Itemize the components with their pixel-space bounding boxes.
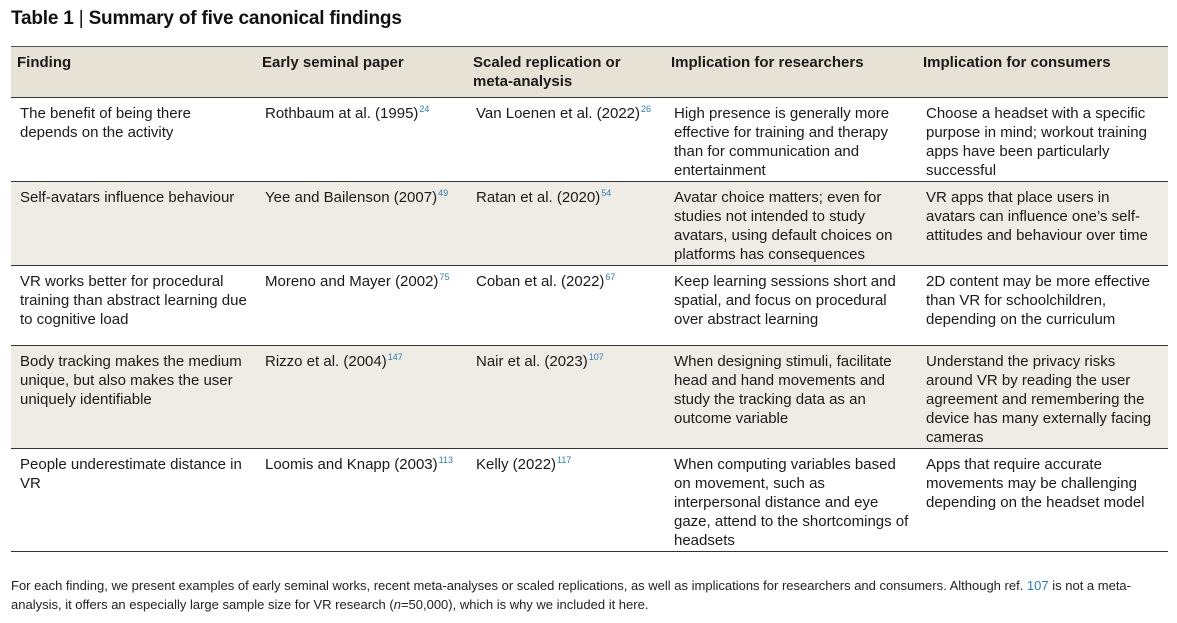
title-separator: | (73, 8, 89, 29)
table-row (11, 182, 1168, 266)
cell-seminal (256, 266, 467, 346)
cell-finding: Self-avatars influence behaviour (11, 182, 256, 266)
table-row (11, 449, 1168, 552)
cell-consumers: Understand the privacy risks around VR by reading the user agreement and remembering the device has many externally facing cameras (917, 346, 1168, 449)
cell-researchers: High presence is generally more effective for training and therapy than for communication and entertainment (665, 98, 917, 182)
replication-citation: Van Loenen et al. (2022) (476, 105, 641, 122)
reference-link[interactable]: 75 (439, 272, 450, 282)
replication-citation: Nair et al. (2023) (476, 353, 588, 370)
table-title (11, 8, 402, 30)
table-row (11, 346, 1168, 449)
header-researchers: Implication for researchers (665, 47, 917, 98)
seminal-citation: Moreno and Mayer (2002) (265, 273, 439, 290)
table-row (11, 98, 1168, 182)
cell-seminal (256, 346, 467, 449)
cell-finding: People underestimate distance in VR (11, 449, 256, 552)
seminal-citation: Rizzo et al. (2004) (265, 353, 387, 370)
replication-citation: Coban et al. (2022) (476, 273, 605, 290)
reference-link[interactable]: 49 (438, 188, 449, 198)
cell-researchers: Keep learning sessions short and spatial, and focus on procedural over abstract learning (665, 266, 917, 346)
cell-replication (467, 182, 665, 266)
table-label: Table 1 (11, 8, 74, 29)
table-row (11, 266, 1168, 346)
cell-consumers: 2D content may be more effective than VR for schoolchildren, depending on the curriculum (917, 266, 1168, 346)
cell-researchers: When computing variables based on movement, such as interpersonal distance and eye gaze, attend to the shortcomings of headsets (665, 449, 917, 552)
table-caption: Summary of five canonical findings (88, 8, 402, 29)
cell-researchers: When designing stimuli, facilitate head and hand movements and study the tracking data as an outcome variable (665, 346, 917, 449)
seminal-citation: Loomis and Knapp (2003) (265, 456, 438, 473)
footnote-text: For each finding, we present examples of early seminal works, recent meta-analyses or scaled replications, as well as implications for researchers and consumers. Although ref. (11, 578, 1027, 593)
cell-replication (467, 98, 665, 182)
cell-consumers: Apps that require accurate movements may be challenging depending on the headset model (917, 449, 1168, 552)
header-seminal: Early seminal paper (256, 47, 467, 98)
replication-citation: Ratan et al. (2020) (476, 189, 601, 206)
findings-table (11, 46, 1168, 552)
header-consumers: Implication for consumers (917, 47, 1168, 98)
footnote-text: =50,000), which is why we included it here. (400, 597, 649, 612)
cell-replication (467, 449, 665, 552)
header-row (11, 47, 1168, 98)
header-finding: Finding (11, 47, 256, 98)
footnote-text: is not a meta-analysis, it offers an especially large sample size for VR research ( (11, 578, 1131, 612)
cell-consumers: VR apps that place users in avatars can influence one’s self-attitudes and behaviour over time (917, 182, 1168, 266)
reference-link[interactable]: 26 (641, 104, 652, 114)
reference-link[interactable]: 113 (438, 455, 453, 465)
cell-seminal (256, 449, 467, 552)
reference-link[interactable]: 54 (601, 188, 612, 198)
reference-link[interactable]: 24 (419, 104, 430, 114)
seminal-citation: Yee and Bailenson (2007) (265, 189, 438, 206)
reference-link[interactable]: 117 (557, 455, 572, 465)
cell-finding: VR works better for procedural training than abstract learning due to cognitive load (11, 266, 256, 346)
reference-link[interactable]: 67 (605, 272, 616, 282)
cell-replication (467, 346, 665, 449)
cell-finding: The benefit of being there depends on the activity (11, 98, 256, 182)
cell-researchers: Avatar choice matters; even for studies not intended to study avatars, using default choices on platforms has consequences (665, 182, 917, 266)
reference-link[interactable]: 147 (387, 352, 403, 362)
cell-finding: Body tracking makes the medium unique, but also makes the user uniquely identifiable (11, 346, 256, 449)
reference-link[interactable]: 107 (588, 352, 604, 362)
sample-size-variable: n (393, 597, 401, 612)
seminal-citation: Rothbaum at al. (1995) (265, 105, 419, 122)
cell-replication (467, 266, 665, 346)
cell-consumers: Choose a headset with a specific purpose in mind; workout training apps have been particularly successful (917, 98, 1168, 182)
cell-seminal (256, 98, 467, 182)
replication-citation: Kelly (2022) (476, 456, 557, 473)
footnote-reference-link[interactable]: 107 (1026, 578, 1049, 593)
table-footnote (11, 576, 1171, 614)
header-replication: Scaled replication or meta-analysis (467, 47, 665, 98)
cell-seminal (256, 182, 467, 266)
